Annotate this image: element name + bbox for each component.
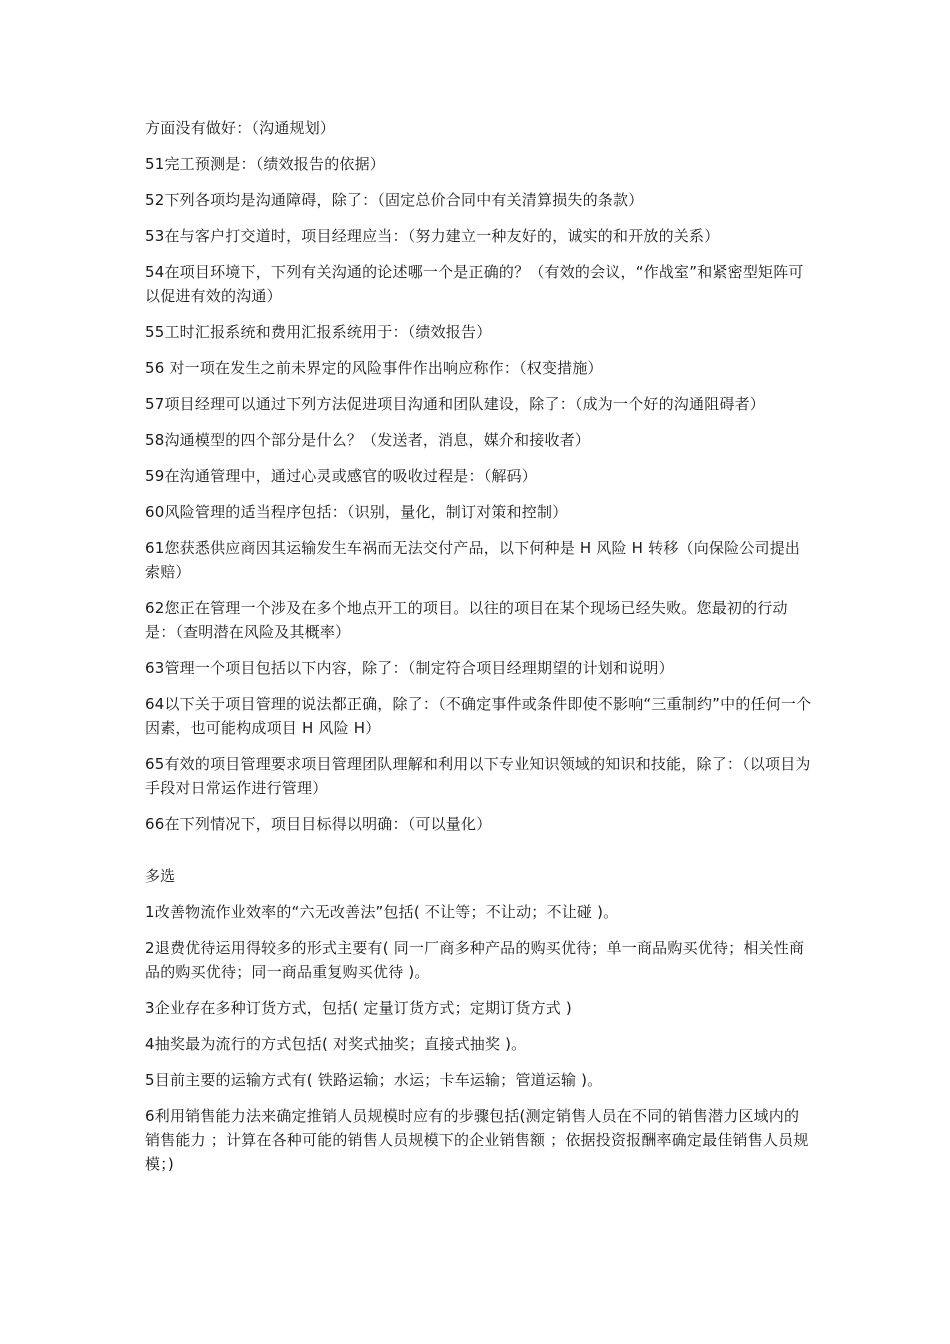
question-paragraph: 59在沟通管理中，通过心灵或感官的吸收过程是：（解码） [145,467,537,485]
section-title-multi-choice: 多选 [145,867,176,885]
question-paragraph: 54在项目环境下，下列有关沟通的论述哪一个是正确的？（有效的会议，“作战室”和紧密型矩阵可以促进有效的沟通） [145,263,804,305]
multi-choice-item: 4抽奖最为流行的方式包括( 对奖式抽奖；直接式抽奖 )。 [145,1035,527,1053]
question-paragraph: 65有效的项目管理要求项目管理团队理解和利用以下专业知识领域的知识和技能，除了：（以项目为手段对日常运作进行管理） [145,755,811,797]
question-paragraph: 56 对一项在发生之前未界定的风险事件作出响应称作：（权变措施） [145,359,603,377]
question-paragraph: 方面没有做好：（沟通规划） [145,119,336,137]
question-paragraph: 66在下列情况下，项目目标得以明确：（可以量化） [145,815,492,833]
question-paragraph: 55工时汇报系统和费用汇报系统用于：（绩效报告） [145,323,492,341]
multi-choice-item: 2退费优待运用得较多的形式主要有( 同一厂商多种产品的购买优待；单一商品购买优待；相关性商品的购买优待；同一商品重复购买优待 )。 [145,939,805,981]
question-paragraph: 61您获悉供应商因其运输发生车祸而无法交付产品，以下何种是 H 风险 H 转移（向保险公司提出索赔） [145,539,801,581]
multi-choice-item: 5目前主要的运输方式有( 铁路运输；水运；卡车运输；管道运输 )。 [145,1071,603,1089]
question-paragraph: 58沟通模型的四个部分是什么？（发送者，消息，媒介和接收者） [145,431,591,449]
question-paragraph: 57项目经理可以通过下列方法促进项目沟通和团队建设，除了：（成为一个好的沟通阻碍者） [145,395,765,413]
multi-choice-item: 3企业存在多种订货方式，包括( 定量订货方式；定期订货方式 ) [145,999,572,1017]
question-paragraph: 63管理一个项目包括以下内容，除了：（制定符合项目经理期望的计划和说明） [145,659,674,677]
document-page [145,116,813,1188]
question-paragraph: 60风险管理的适当程序包括：（识别，量化，制订对策和控制） [145,503,568,521]
multi-choice-item: 6利用销售能力法来确定推销人员规模时应有的步骤包括(测定销售人员在不同的销售潜力区域内的销售能力 ；计算在各种可能的销售人员规模下的企业销售额 ；依据投资报酬率确定最佳销售人员规模；) [145,1107,809,1173]
question-paragraph: 51完工预测是：（绩效报告的依据） [145,155,385,173]
question-paragraph: 64以下关于项目管理的说法都正确，除了：（不确定事件或条件即使不影响“三重制约”中的任何一个因素，也可能构成项目 H 风险 H） [145,695,812,737]
multi-choice-item: 1改善物流作业效率的“六无改善法”包括( 不让等；不让动；不让碰 )。 [145,903,619,921]
question-paragraph: 53在与客户打交道时，项目经理应当：（努力建立一种友好的，诚实的和开放的关系） [145,227,720,245]
question-paragraph: 62您正在管理一个涉及在多个地点开工的项目。以往的项目在某个现场已经失败。您最初的行动是：（查明潜在风险及其概率） [145,599,788,641]
question-paragraph: 52下列各项均是沟通障碍，除了：（固定总价合同中有关清算损失的条款） [145,191,644,209]
